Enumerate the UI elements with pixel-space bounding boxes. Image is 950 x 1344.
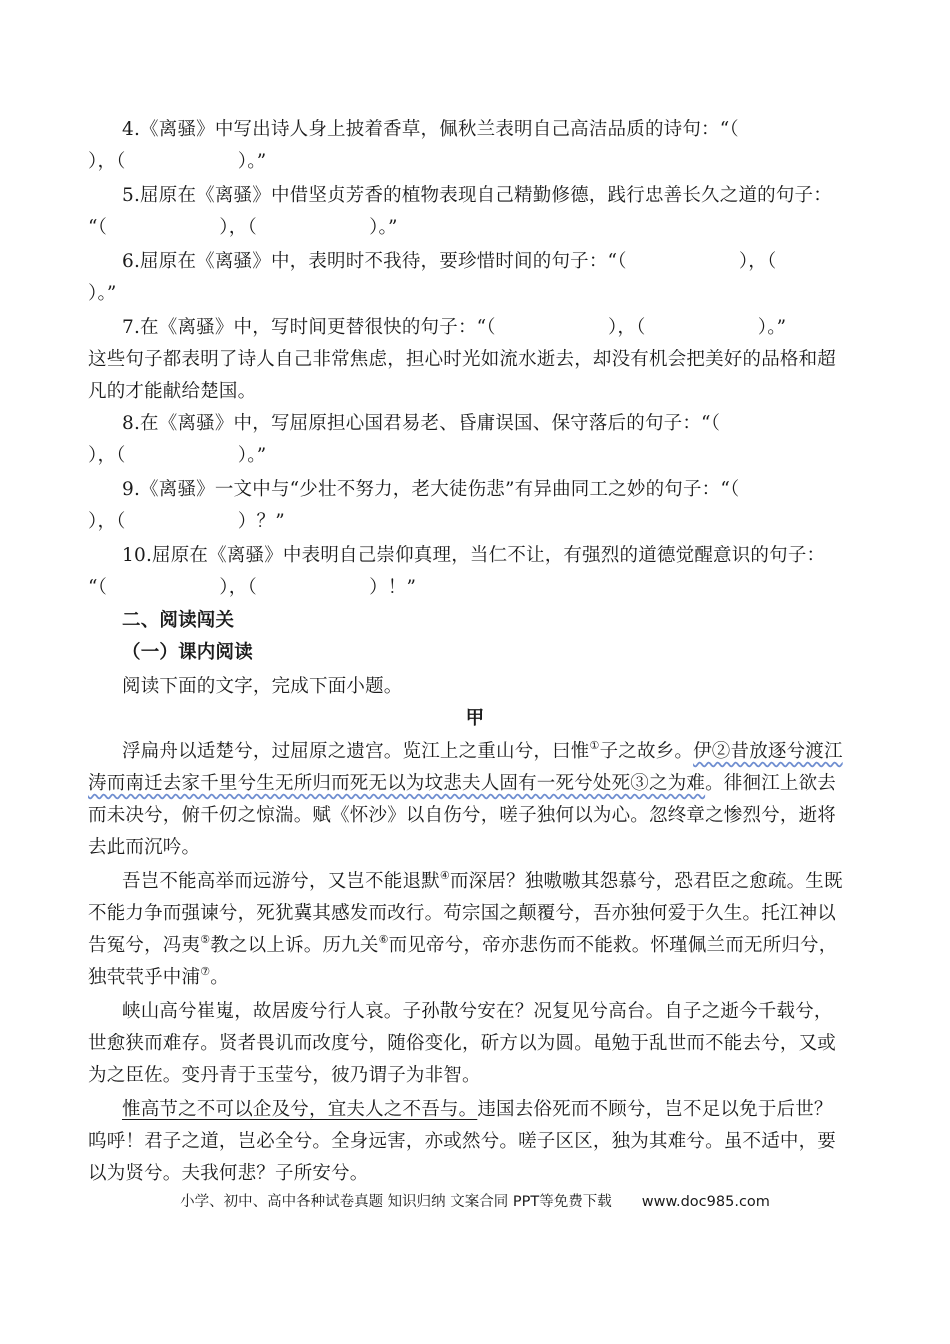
footer-text: 小学、初中、高中各种试卷真题 知识归纳 文案合同 PPT等免费下载 [180, 1194, 612, 1210]
passage-p3-line-3: 为之臣佐。变丹青于玉莹兮，彼乃谓子为非智。 [88, 1065, 481, 1086]
footnote-marker: ⑥ [378, 933, 389, 946]
passage-label: 甲 [465, 708, 485, 729]
question-7-line-3: 凡的才能献给楚国。 [88, 381, 257, 402]
passage-text: 浮扁舟以适楚兮，过屈原之遗宫。览江上之重山兮，曰惟 [122, 741, 590, 762]
question-7-line-2: 这些句子都表明了诗人自己非常焦虑，担心时光如流水逝去，却没有机会把美好的品格和超 [88, 349, 837, 370]
question-4-line-1: 4.《离骚》中写出诗人身上披着香草，佩秋兰表明自己高洁品质的诗句：“（ [122, 119, 739, 140]
passage-p2-line-1 [122, 869, 902, 895]
page-footer [0, 1190, 950, 1211]
question-7-line-1: 7.在《离骚》中，写时间更替很快的句子：“（ ），（ ）。” [122, 317, 787, 338]
passage-p1-line-3: 而未决兮，俯千仞之惊湍。赋《怀沙》以自伤兮，嗟子独何以为心。忽终章之惨烈兮，逝将 [88, 805, 837, 826]
passage-p2-line-3 [88, 933, 868, 959]
section-title: 二、阅读闯关 [122, 610, 235, 631]
passage-p3-line-1: 峡山高兮崔嵬，故居废兮行人哀。子孙散兮安在？况复见兮高台。自子之逝今千载兮， [122, 1001, 833, 1022]
question-8-line-1: 8.在《离骚》中，写屈原担心国君易老、昏庸误国、保守落后的句子：“（ [122, 413, 721, 434]
passage-text: 而深居？独嗷嗷其怨慕兮，恐君臣之愈疏。生既 [449, 871, 843, 892]
passage-p2-line-4 [88, 965, 868, 991]
wavy-underlined-text: 伊②昔放逐兮渡江 [693, 741, 843, 762]
passage-text: 。徘徊江上欲去 [705, 773, 837, 794]
passage-text: 独茕茕乎中浦 [88, 967, 201, 988]
passage-p1-line-2 [88, 771, 868, 797]
wavy-underlined-text: 涛而南迁去家千里兮生无所归而死无以为坟悲夫人固有一死兮处死③之为难 [88, 773, 706, 794]
question-5-line-1: 5.屈原在《离骚》中借坚贞芳香的植物表现自己精勤修德，践行忠善长久之道的句子： [122, 185, 832, 206]
passage-p4-line-3: 以为贤兮。夫我何悲？子所安兮。 [88, 1163, 369, 1184]
question-8-line-2: ），（ ）。” [88, 445, 267, 466]
passage-text: 告冤兮，冯夷 [88, 935, 201, 956]
footnote-marker: ④ [439, 869, 450, 882]
question-9-line-1: 9.《离骚》一文中与“少壮不努力，老大徒伤悲”有异曲同工之妙的句子：“（ [122, 479, 740, 500]
question-9-line-2: ），（ ）？” [88, 511, 285, 532]
question-10-line-1: 10.屈原在《离骚》中表明自己崇仰真理，当仁不让，有强烈的道德觉醒意识的句子： [122, 545, 826, 566]
passage-p3-line-2: 世愈狭而难存。贤者畏讥而改度兮，随俗变化，斫方以为圆。黾勉于乱世而不能去兮，又或 [88, 1033, 837, 1054]
passage-text: 。 [210, 967, 229, 988]
section-subtitle: （一）课内阅读 [122, 642, 253, 663]
passage-text: 违国去俗死而不顾兮，岂不足以免于后世？ [477, 1099, 833, 1120]
question-5-line-2: “（ ），（ ）。” [88, 217, 398, 238]
question-6-line-2: ）。” [88, 283, 117, 304]
passage-p4-line-1 [122, 1097, 902, 1123]
passage-p4-line-2: 呜呼！君子之道，岂必全兮。全身远害，亦或然兮。嗟子区区，独为其难兮。虽不适中，要 [88, 1131, 837, 1152]
footnote-marker: ① [589, 739, 600, 752]
footer-url[interactable]: www.doc985.com [641, 1194, 770, 1210]
footnote-marker: ⑦ [200, 965, 211, 978]
reading-instruction: 阅读下面的文字，完成下面小题。 [122, 676, 403, 697]
footnote-marker: ⑤ [200, 933, 211, 946]
question-10-line-2: “（ ），（ ）！” [88, 577, 417, 598]
passage-p1-line-1 [122, 739, 902, 765]
passage-text: 子之故乡。 [599, 741, 694, 762]
question-4-line-2: ），（ ）。” [88, 151, 267, 172]
passage-text: 而见帝兮，帝亦悲伤而不能救。怀瑾佩兰而无所归兮， [388, 935, 838, 956]
question-6-line-1: 6.屈原在《离骚》中，表明时不我待，要珍惜时间的句子：“（ ），（ [122, 251, 777, 272]
passage-text: 吾岂不能高举而远游兮，又岂不能退默 [122, 871, 440, 892]
passage-p2-line-2: 不能力争而强谏兮，死犹冀其感发而改行。苟宗国之颠覆兮，吾亦独何爱于久生。托江神以 [88, 903, 837, 924]
passage-p1-line-4: 去此而沉吟。 [88, 837, 201, 858]
passage-text: 教之以上诉。历九关 [210, 935, 379, 956]
underlined-text: 惟高节之不可以企及兮，宜夫人之不吾与。 [122, 1099, 478, 1120]
